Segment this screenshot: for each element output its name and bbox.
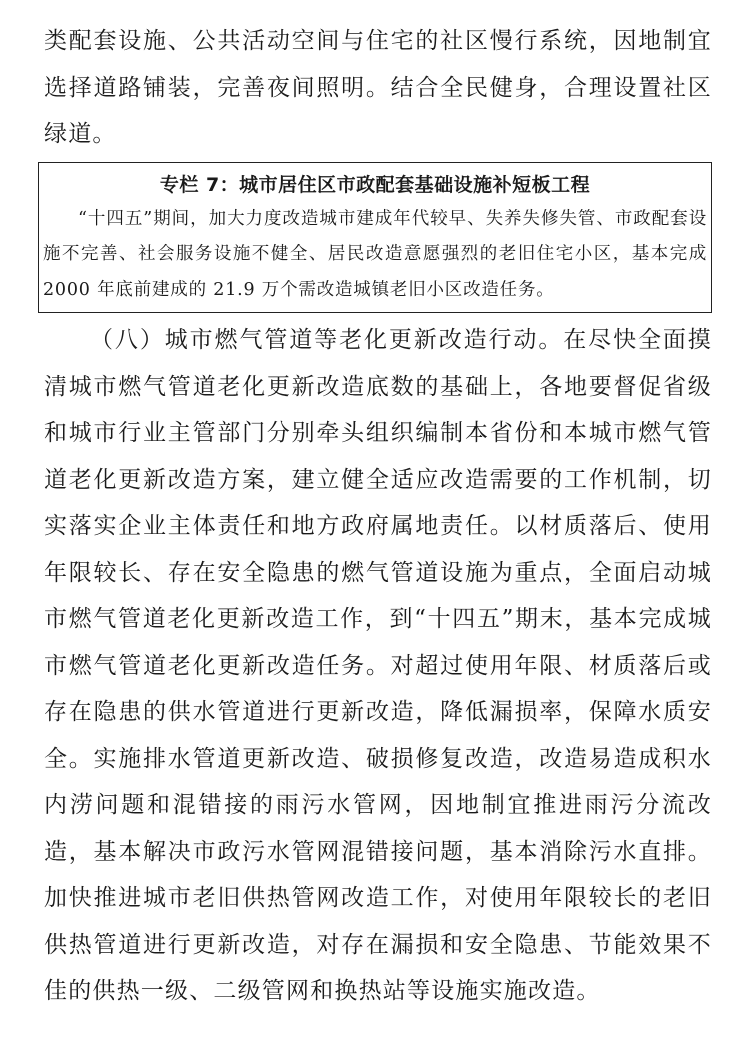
box-title: 专栏 7：城市居住区市政配套基础设施补短板工程 [159,173,591,196]
sidebar-box [38,162,712,314]
section-body: 在尽快全面摸清城市燃气管道老化更新改造底数的基础上，各地要督促省级和城市行业主管部门分别牵头组织编制本省份和本城市燃气管道老化更新改造方案，建立健全适应改造需要的工作机制，切实落实企业主体责任和地方政府属地责任。以材质落后、使用年限较长、存在安全隐患的燃气管道设施为重点，全面启动城市燃气管道老化更新改造工作，到“十四五”期末，基本完成城市燃气管道老化更新改造任务。对超过使用年限、材质落后或存在隐患的供水管道进行更新改造，降低漏损率，保障水质安全。实施排水管道更新改造、破损修复改造，改造易造成积水内涝问题和混错接的雨污水管网，因地制宜推进雨污分流改造，基本解决市政污水管网混错接问题，基本消除污水直排。加快推进城市老旧供热管网改造工作，对使用年限较长的老旧供热管道进行更新改造，对存在漏损和安全隐患、节能效果不佳的供热一级、二级管网和换热站等设施实施改造。 [44,327,712,1004]
top-paragraph: 类配套设施、公共活动空间与住宅的社区慢行系统，因地制宜选择道路铺装，完善夜间照明。结合全民健身，合理设置社区绿道。 [44,28,712,147]
section-paragraph [44,317,712,1015]
document-page [44,0,712,1015]
box-body: “十四五”期间，加大力度改造城市建成年代较早、失养失修失管、市政配套设施不完善、社会服务设施不健全、居民改造意愿强烈的老旧住宅小区，基本完成 2000 年底前建成的 21.9 万个需改造城镇老旧小区改造任务。 [43,208,707,300]
section-heading: （八）城市燃气管道等老化更新改造行动。 [90,327,564,353]
